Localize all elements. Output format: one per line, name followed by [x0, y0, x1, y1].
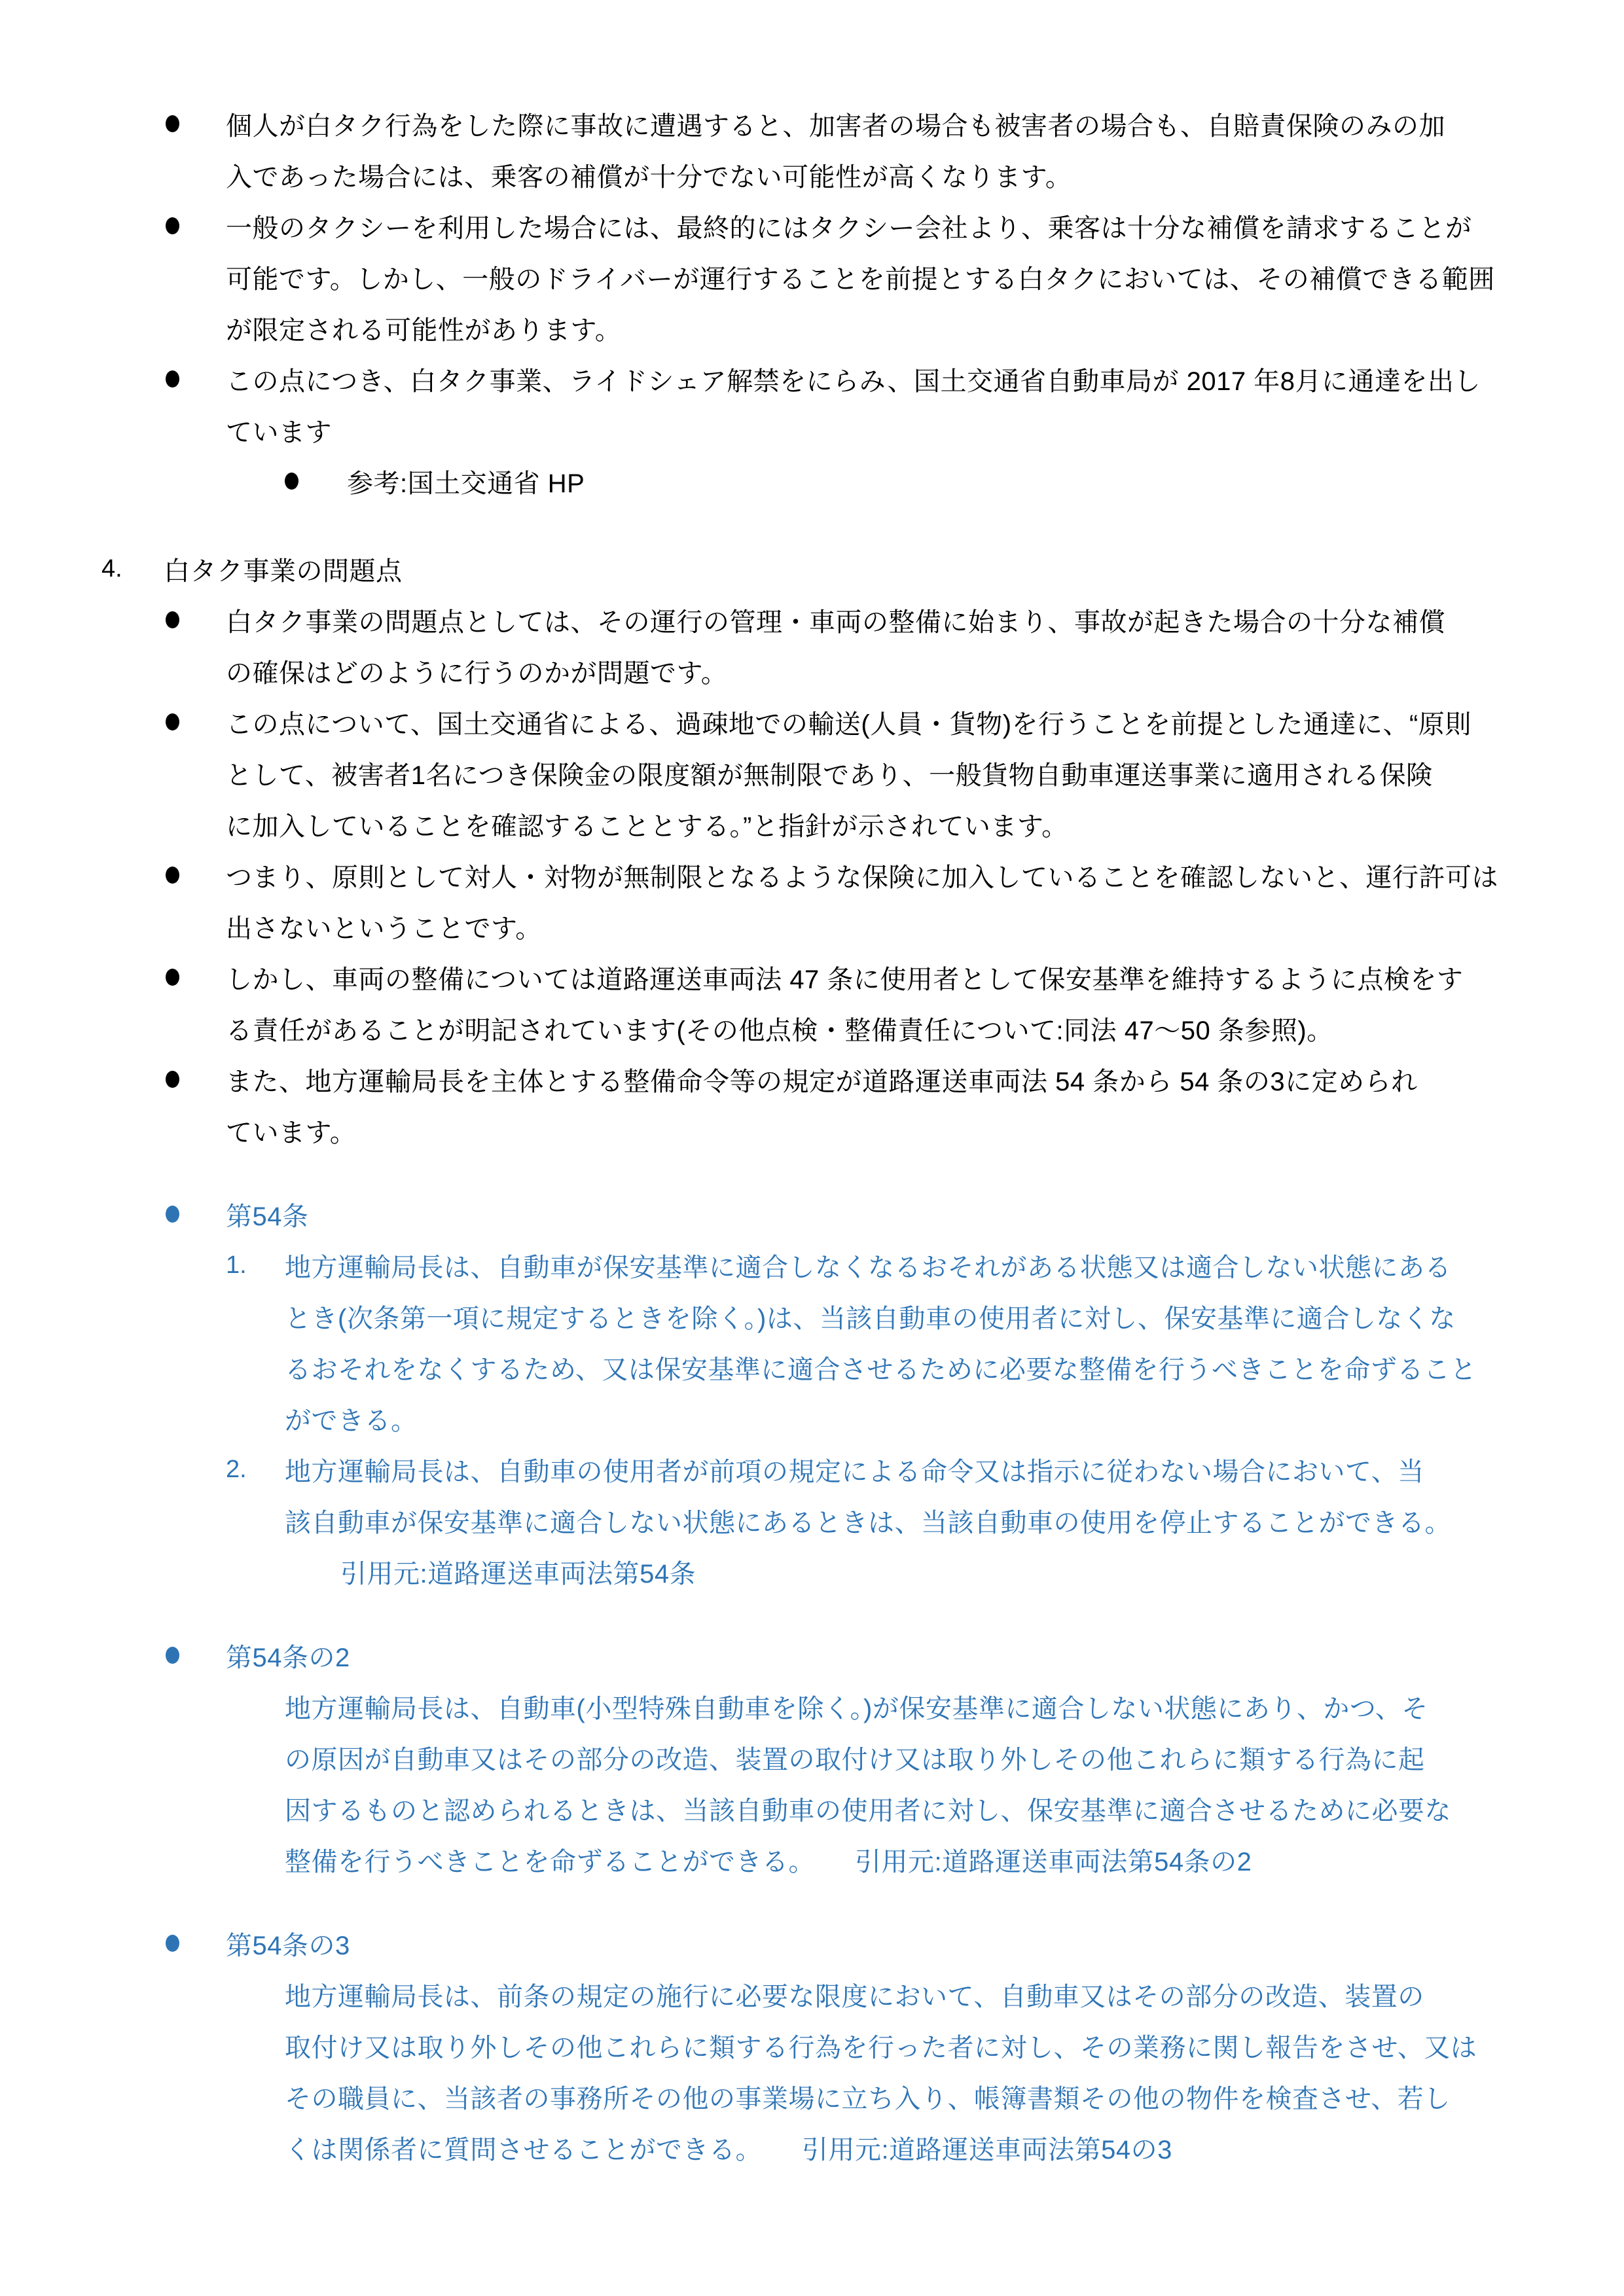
text-line: 第54条 — [226, 1202, 309, 1231]
text-line: 地方運輸局長は、自動車が保安基準に適合しなくなるおそれがある状態又は適合しない状態にある — [285, 1253, 1451, 1282]
text-line: 引用元:道路運送車両法第54条 — [340, 1559, 696, 1588]
text-line: るおそれをなくするため、又は保安基準に適合させるために必要な整備を行うべきことを命ずること — [285, 1355, 1477, 1384]
bullet-dot-icon — [166, 1647, 179, 1664]
text-line: 地方運輸局長は、自動車(小型特殊自動車を除く。)が保安基準に適合しない状態にあり、かつ、そ — [285, 1694, 1428, 1723]
text-line: 個人が白タク行為をした際に事故に遭遇すると、加害者の場合も被害者の場合も、自賠責保険のみの加 — [226, 111, 1445, 141]
text-line: の原因が自動車又はその部分の改造、装置の取付け又は取り外しその他これらに類する行為に起 — [285, 1745, 1425, 1774]
bullet-item — [0, 696, 1624, 850]
bullet-item — [0, 200, 1624, 353]
bullet-dot-icon — [166, 713, 179, 730]
bullet-item — [0, 98, 1624, 200]
bullet-dot-icon — [166, 115, 179, 132]
text-line: 可能です。しかし、一般のドライバーが運行することを前提とする白タクにおいては、その補償できる範囲 — [226, 264, 1495, 294]
bullet-icon — [166, 850, 179, 901]
text-line: 地方運輸局長は、自動車の使用者が前項の規定による命令又は指示に従わない場合において、当 — [285, 1457, 1424, 1486]
bullet-icon — [166, 353, 179, 404]
bullet-item — [0, 353, 1624, 456]
text-line: しかし、車両の整備については道路運送車両法 47 条に使用者として保安基準を維持するように点検をす — [226, 965, 1464, 994]
bullet-icon — [166, 952, 179, 1003]
text-line: ができる。 — [285, 1406, 418, 1435]
bullet-icon — [166, 1918, 179, 1969]
text-line: 入であった場合には、乗客の補償が十分でない可能性が高くなります。 — [226, 162, 1072, 192]
quote-paragraph — [0, 1681, 1624, 1885]
bullet-dot-icon — [285, 473, 298, 490]
bullet-item — [0, 594, 1624, 696]
text-line: が限定される可能性があります。 — [226, 315, 622, 345]
bullet-dot-icon — [166, 867, 179, 884]
bullet-item — [0, 952, 1624, 1054]
text-line: に加入していることを確認することとする。”と指針が示されています。 — [226, 812, 1068, 841]
bullet-dot-icon — [166, 969, 179, 986]
text-line: その職員に、当該者の事務所その他の事業場に立ち入り、帳簿書類その他の物件を検査させ、若し — [285, 2084, 1451, 2113]
text-line: 取付け又は取り外しその他これらに類する行為を行った者に対し、その業務に関し報告をさせ、又は — [285, 2033, 1477, 2062]
numbered-item — [0, 1444, 1624, 1546]
bullet-icon — [166, 98, 179, 149]
text-line: 第54条の3 — [226, 1931, 350, 1960]
bullet-item — [0, 850, 1624, 952]
text-line: 白タク事業の問題点 — [164, 556, 403, 586]
text-line: 因するものと認められるときは、当該自動車の使用者に対し、保安基準に適合させるために必要な — [285, 1796, 1451, 1825]
bullet-item — [0, 1054, 1624, 1156]
bullet-icon — [166, 200, 179, 251]
numbered-item — [0, 1240, 1624, 1444]
text-line: 整備を行うべきことを命ずることができる。 引用元:道路運送車両法第54条の2 — [285, 1847, 1252, 1876]
text-line: 参考:国土交通省 HP — [347, 469, 585, 498]
bullet-dot-icon — [166, 1206, 179, 1223]
text-line: この点につき、白タク事業、ライドシェア解禁をにらみ、国土交通省自動車局が 2017 年8月に通達を出し — [226, 367, 1481, 396]
text-line: とき(次条第一項に規定するときを除く。)は、当該自動車の使用者に対し、保安基準に適合しなくな — [285, 1304, 1456, 1333]
text-line: また、地方運輸局長を主体とする整備命令等の規定が道路運送車両法 54 条から 54 条の3に定められ — [226, 1067, 1418, 1096]
item-number: 2. — [226, 1455, 247, 1483]
bullet-dot-icon — [166, 217, 179, 234]
text-line: る責任があることが明記されています(その他点検・整備責任について:同法 47〜50 条参照)。 — [226, 1016, 1333, 1045]
bullet-dot-icon — [166, 611, 179, 628]
text-line: つまり、原則として対人・対物が無制限となるような保険に加入していることを確認しないと、運行許可は — [226, 863, 1498, 892]
citation-line — [0, 1546, 1624, 1597]
bullet-dot-icon — [166, 1935, 179, 1952]
text-line: この点について、国土交通省による、過疎地での輸送(人員・貨物)を行うことを前提とした通達に、“原則 — [226, 709, 1471, 739]
text-line: の確保はどのように行うのかが問題です。 — [226, 658, 728, 688]
bullet-icon — [166, 1630, 179, 1681]
bullet-icon — [285, 456, 298, 507]
sub-bullet-item — [0, 456, 1624, 507]
text-line: 一般のタクシーを利用した場合には、最終的にはタクシー会社より、乗客は十分な補償を請求することが — [226, 213, 1472, 243]
item-number: 1. — [226, 1251, 247, 1279]
text-line: 第54条の2 — [226, 1643, 350, 1672]
bullet-icon — [166, 1054, 179, 1105]
bullet-dot-icon — [166, 1071, 179, 1088]
bullet-item — [0, 1918, 1624, 1969]
text-line: 該自動車が保安基準に適合しない状態にあるときは、当該自動車の使用を停止することができる。 — [285, 1508, 1451, 1537]
text-line: 出さないということです。 — [226, 914, 542, 943]
bullet-icon — [166, 696, 179, 747]
text-line: 白タク事業の問題点としては、その運行の管理・車両の整備に始まり、事故が起きた場合の十分な補償 — [226, 607, 1445, 637]
text-line: ています。 — [226, 1118, 357, 1147]
text-line: くは関係者に質問させることができる。 引用元:道路運送車両法第54の3 — [285, 2135, 1172, 2164]
text-line: として、被害者1名につき保険金の限度額が無制限であり、一般貨物自動車運送事業に適用される保険 — [226, 761, 1433, 790]
bullet-item — [0, 1630, 1624, 1681]
text-line: 地方運輸局長は、前条の規定の施行に必要な限度において、自動車又はその部分の改造、装置の — [285, 1982, 1424, 2011]
bullet-icon — [166, 1189, 179, 1240]
text-line: ています — [226, 418, 332, 447]
bullet-icon — [166, 594, 179, 645]
item-number: 4. — [101, 554, 122, 583]
bullet-item — [0, 1189, 1624, 1240]
quote-paragraph — [0, 1969, 1624, 2173]
bullet-dot-icon — [166, 370, 179, 387]
section-heading — [0, 543, 1624, 594]
